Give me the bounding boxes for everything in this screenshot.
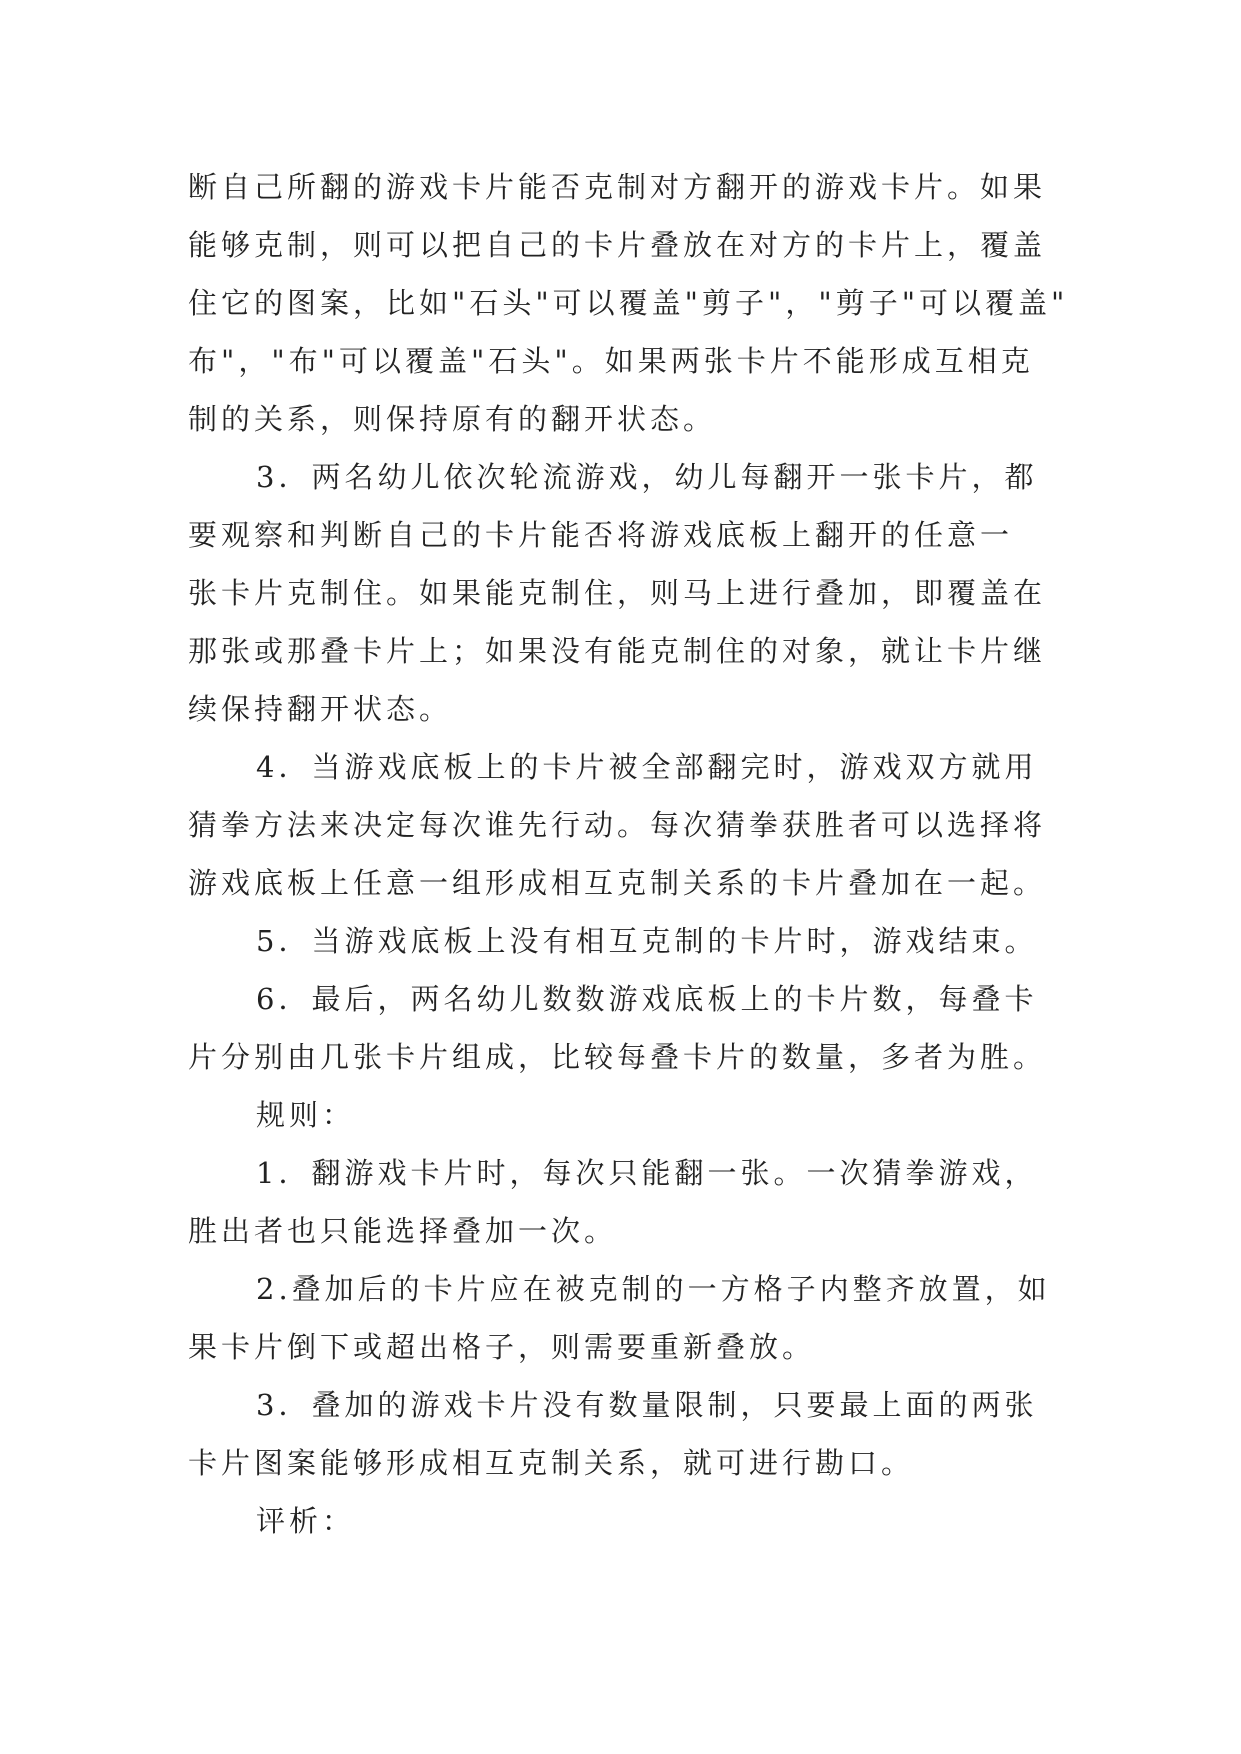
- text-line: 胜出者也只能选择叠加一次。: [188, 1214, 618, 1248]
- text-line: 3．两名幼儿依次轮流游戏，幼儿每翻开一张卡片，都: [256, 460, 1038, 494]
- text-line: 6．最后，两名幼儿数数游戏底板上的卡片数，每叠卡: [256, 982, 1038, 1016]
- text-line: 猜拳方法来决定每次谁先行动。每次猜拳获胜者可以选择将: [188, 808, 1047, 842]
- text-line: 住它的图案，比如"石头"可以覆盖"剪子"，"剪子"可以覆盖": [188, 286, 1069, 320]
- text-line: 张卡片克制住。如果能克制住，则马上进行叠加，即覆盖在: [188, 576, 1047, 610]
- section-heading-analysis: 评析：: [256, 1504, 356, 1538]
- text-line: 续保持翻开状态。: [188, 692, 453, 726]
- text-line: 片分别由几张卡片组成，比较每叠卡片的数量，多者为胜。: [188, 1040, 1047, 1074]
- text-line: 制的关系，则保持原有的翻开状态。: [188, 402, 717, 436]
- text-line: 2.叠加后的卡片应在被克制的一方格子内整齐放置，如: [256, 1272, 1051, 1306]
- body-text: [188, 158, 1068, 1550]
- text-line: 4．当游戏底板上的卡片被全部翻完时，游戏双方就用: [256, 750, 1038, 784]
- text-line: 断自己所翻的游戏卡片能否克制对方翻开的游戏卡片。如果: [188, 170, 1047, 204]
- text-line: 那张或那叠卡片上；如果没有能克制住的对象，就让卡片继: [188, 634, 1047, 668]
- text-line: 要观察和判断自己的卡片能否将游戏底板上翻开的任意一: [188, 518, 1014, 552]
- text-line: 游戏底板上任意一组形成相互克制关系的卡片叠加在一起。: [188, 866, 1047, 900]
- text-line: 卡片图案能够形成相互克制关系，就可进行勘口。: [188, 1446, 915, 1480]
- section-heading-rules: 规则：: [256, 1098, 356, 1132]
- text-line: 3．叠加的游戏卡片没有数量限制，只要最上面的两张: [256, 1388, 1038, 1422]
- text-line: 1．翻游戏卡片时，每次只能翻一张。一次猜拳游戏，: [256, 1156, 1038, 1190]
- text-line: 果卡片倒下或超出格子，则需要重新叠放。: [188, 1330, 816, 1364]
- text-line: 布"，"布"可以覆盖"石头"。如果两张卡片不能形成互相克: [188, 344, 1034, 378]
- text-line: 5．当游戏底板上没有相互克制的卡片时，游戏结束。: [256, 924, 1038, 958]
- text-line: 能够克制，则可以把自己的卡片叠放在对方的卡片上，覆盖: [188, 228, 1047, 262]
